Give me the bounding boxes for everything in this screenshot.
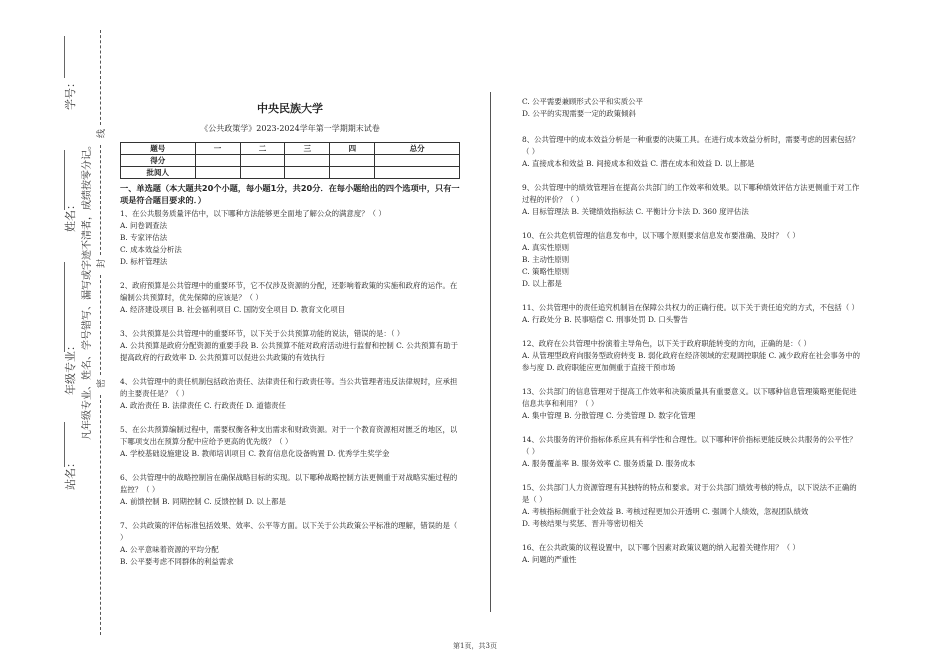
score-header-cell: 题号	[121, 143, 196, 155]
answer-option[interactable]: C. 公平需要兼顾形式公平和实质公平	[522, 97, 643, 106]
reviewer-cell[interactable]	[195, 167, 240, 179]
score-table	[120, 142, 460, 179]
student-id-line	[64, 36, 65, 78]
question-block	[522, 338, 862, 374]
right-question-column	[522, 96, 862, 566]
question-block	[522, 182, 862, 218]
score-header-cell: 二	[240, 143, 285, 155]
question-text: 15、公共部门人力资源管理有其独特的特点和要求。对于公共部门绩效考核的特点，以下说法不正确的是（ ）	[522, 483, 857, 504]
question-block	[522, 96, 862, 120]
score-cell[interactable]	[285, 155, 330, 167]
question-block	[522, 302, 862, 326]
seal-char-3: 线	[97, 128, 107, 138]
answer-option[interactable]: A. 前馈控制 B. 同期控制 C. 反馈控制 D. 以上都是	[120, 497, 286, 506]
question-text: 2、政府预算是公共管理中的重要环节，它不仅涉及资源的分配，还影响着政策的实施和政府的运作。在编制公共预算时，优先保障的应该是？（ ）	[120, 281, 458, 302]
seal-dash-mid1	[100, 145, 101, 255]
notice-text: 凡年级专业、姓名、学号错写、漏写或字迹不清者，成绩按零分记。	[82, 140, 93, 440]
score-cell[interactable]	[195, 155, 240, 167]
answer-option[interactable]: A. 问卷调查法	[120, 221, 167, 230]
reviewer-cell[interactable]	[330, 167, 375, 179]
reviewer-row-label: 批阅人	[121, 167, 196, 179]
question-text: 1、在公共服务质量评估中，以下哪种方法能够更全面地了解公众的满意度？（ ）	[120, 209, 386, 218]
seal-dash-mid2	[100, 275, 101, 375]
section-heading: 一、单选题（本大题共20个小题，每小题1分，共20分．在每小题给出的四个选项中，只有一项是符合题目要求的．）	[120, 183, 460, 205]
answer-option[interactable]: B. 主动性原则	[522, 255, 570, 264]
answer-option[interactable]: A. 目标管理法 B. 关键绩效指标法 C. 平衡计分卡法 D. 360 度评估法	[522, 207, 749, 216]
score-cell[interactable]	[330, 155, 375, 167]
question-block	[522, 542, 862, 566]
question-block	[120, 376, 460, 412]
seal-dash-bottom	[100, 395, 101, 635]
question-text: 16、在公共政策的议程设置中，以下哪个因素对政策议题的纳入起着关键作用？（ ）	[522, 543, 800, 552]
question-text: 14、公共服务的评价指标体系应具有科学性和合理性。以下哪种评价指标更能反映公共服务的公平性？（ ）	[522, 435, 857, 456]
score-cell[interactable]	[240, 155, 285, 167]
question-text: 12、政府在公共管理中扮演着主导角色，以下关于政府职能转变的方向，正确的是：（ ）	[522, 339, 811, 348]
question-text: 6、公共管理中的战略控制旨在确保战略目标的实现。以下哪种战略控制方法更侧重于对战略实施过程的监控？（ ）	[120, 473, 458, 494]
question-block	[522, 134, 862, 170]
question-text: 8、公共管理中的成本效益分析是一种重要的决策工具。在进行成本效益分析时，需要考虑的因素包括？（ ）	[522, 135, 860, 156]
grade-major-line	[64, 262, 65, 352]
answer-option[interactable]: D. 以上都是	[522, 279, 562, 288]
name-label: 姓名：	[64, 199, 77, 232]
school-label: 站名：	[64, 457, 77, 490]
answer-option[interactable]: A. 学校基础设施建设 B. 教师培训项目 C. 教育信息化设备购置 D. 优秀学生奖学金	[120, 449, 390, 458]
question-text: 11、公共管理中的责任追究机制旨在保障公共权力的正确行使。以下关于责任追究的方式，不包括（ ）	[522, 303, 859, 312]
answer-option[interactable]: D. 公平的实现需要一定的政策倾斜	[522, 109, 636, 118]
answer-option[interactable]: A. 问题的严重性	[522, 555, 577, 564]
column-divider	[490, 92, 491, 612]
exam-title: 《公共政策学》2023-2024学年第一学期期末试卷	[200, 124, 380, 133]
question-text: 9、公共管理中的绩效管理旨在提高公共部门的工作效率和效果。以下哪种绩效评估方法更侧重于对工作过程的评价？（ ）	[522, 183, 860, 204]
answer-option[interactable]: A. 服务覆盖率 B. 服务效率 C. 服务质量 D. 服务成本	[522, 459, 696, 468]
answer-option[interactable]: A. 行政处分 B. 民事赔偿 C. 刑事处罚 D. 口头警告	[522, 315, 688, 324]
question-block	[120, 280, 460, 316]
score-row	[121, 155, 460, 167]
question-text: 13、公共部门的信息管理对于提高工作效率和决策质量具有重要意义。以下哪种信息管理策略更能促进信息共享和利用？（ ）	[522, 387, 857, 408]
answer-option[interactable]: B. 公平要考虑不同群体的利益需求	[120, 557, 234, 566]
answer-option[interactable]: A. 政治责任 B. 法律责任 C. 行政责任 D. 道德责任	[120, 401, 286, 410]
answer-option[interactable]: A. 直接成本和效益 B. 间接成本和效益 C. 潜在成本和效益 D. 以上都是	[522, 159, 755, 168]
score-header-cell: 一	[195, 143, 240, 155]
school-line	[64, 422, 65, 467]
question-block	[522, 434, 862, 470]
binding-margin	[0, 0, 115, 672]
question-text: 3、公共预算是公共管理中的重要环节，以下关于公共预算功能的说法，错误的是：（ ）	[120, 329, 405, 338]
reviewer-cell[interactable]	[285, 167, 330, 179]
grade-major-label: 年级专业：	[64, 340, 77, 395]
score-header-cell: 总分	[375, 143, 460, 155]
answer-option[interactable]: A. 考核指标侧重于社会效益 B. 考核过程更加公开透明 C. 强调个人绩效，忽视团队绩效	[522, 507, 809, 516]
question-block	[120, 520, 460, 568]
answer-option[interactable]: B. 专家评估法	[120, 233, 168, 242]
answer-option[interactable]: A. 真实性原则	[522, 243, 569, 252]
name-line	[64, 150, 65, 210]
university-title: 中央民族大学	[257, 102, 323, 115]
answer-option[interactable]: A. 公共预算是政府分配资源的重要手段 B. 公共预算不能对政府活动进行监督和控制 C. 公共预算有助于提高政府的行政效率 D. 公共预算可以促进公共政策的有效执行	[120, 341, 458, 362]
question-block	[120, 424, 460, 460]
question-block	[120, 328, 460, 364]
answer-option[interactable]: D. 标杆管理法	[120, 257, 168, 266]
question-text: 10、在公共危机管理的信息发布中，以下哪个原则要求信息发布要准确、及时？（ ）	[522, 231, 800, 240]
seal-char-2: 封	[97, 258, 107, 268]
question-text: 4、公共管理中的责任机制包括政治责任、法律责任和行政责任等。当公共管理者违反法律规时，应承担的主要责任是？（ ）	[120, 377, 458, 398]
answer-option[interactable]: A. 经济建设项目 B. 社会福利项目 C. 国防安全项目 D. 教育文化项目	[120, 305, 346, 314]
question-block	[522, 230, 862, 290]
score-header-cell: 四	[330, 143, 375, 155]
score-row-label: 得分	[121, 155, 196, 167]
question-block	[120, 472, 460, 508]
question-text: 7、公共政策的评估标准包括效果、效率、公平等方面。以下关于公共政策公平标准的理解，错误的是（ ）	[120, 521, 458, 542]
page-footer: 第1页，共3页	[453, 642, 497, 650]
answer-option[interactable]: C. 策略性原则	[522, 267, 570, 276]
question-block	[120, 208, 460, 268]
reviewer-cell[interactable]	[375, 167, 460, 179]
question-block	[522, 482, 862, 530]
answer-option[interactable]: A. 公平意味着资源的平均分配	[120, 545, 219, 554]
question-block	[522, 386, 862, 422]
score-header-cell: 三	[285, 143, 330, 155]
question-text: 5、在公共预算编制过程中，需要权衡各种支出需求和财政资源。对于一个教育资源相对匮乏的地区，以下哪项支出在预算分配中应给予更高的优先级？（ ）	[120, 425, 458, 446]
score-cell[interactable]	[375, 155, 460, 167]
seal-char-1: 密	[97, 378, 107, 388]
student-id-label: 学号：	[64, 77, 77, 110]
answer-option[interactable]: A. 从管理型政府向服务型政府转变 B. 弱化政府在经济领域的宏观调控职能 C. 减少政府在社会事务中的参与度 D. 政府职能应更加侧重于直接干预市场	[522, 351, 860, 372]
reviewer-cell[interactable]	[240, 167, 285, 179]
answer-option[interactable]: D. 考核结果与奖惩、晋升等密切相关	[522, 519, 644, 528]
score-table-header-row	[121, 143, 460, 155]
left-question-column	[120, 208, 460, 568]
reviewer-row	[121, 167, 460, 179]
seal-dash-top	[100, 30, 101, 125]
answer-option[interactable]: C. 成本效益分析法	[120, 245, 182, 254]
answer-option[interactable]: A. 集中管理 B. 分散管理 C. 分类管理 D. 数字化管理	[522, 411, 696, 420]
